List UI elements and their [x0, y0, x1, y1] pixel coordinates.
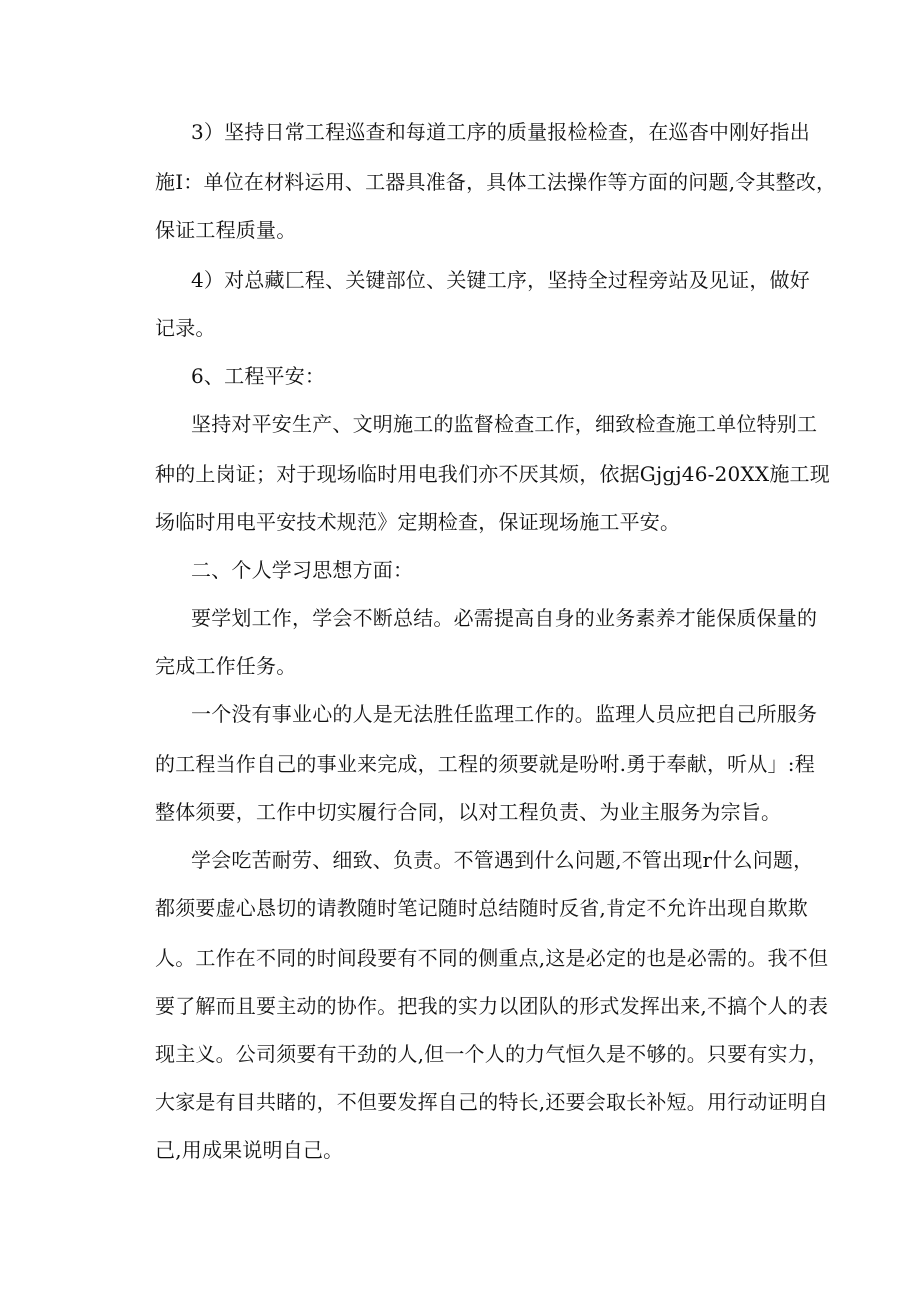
- text-line: 都须要虚心恳切的请教随时笔记随时总结随时反省,肯定不允许出现自欺欺: [155, 896, 808, 920]
- text-line: 要学划工作，学会不断总结。必需提高自身的业务素养才能保质保量的: [191, 606, 818, 630]
- text-line: 整体须要，工作中切实履行合同，以对工程负责、为业主服务为宗旨。: [155, 800, 782, 824]
- text-line: 场临时用电平安技术规范》定期检查，保证现场施工平安。: [155, 510, 681, 534]
- text-line: 种的上岗证；对于现场临时用电我们亦不厌其烦，依据Gjgj46-20XX施工现: [155, 462, 830, 486]
- text-line: 施I：单位在材料运用、工器具准备，具体工法操作等方面的问题,令其整改，: [155, 170, 837, 194]
- text-line: 己,用成果说明自己。: [155, 1138, 344, 1162]
- text-line: 坚持对平安生产、文明施工的监督检查工作，细致检查施工单位特别工: [191, 412, 818, 436]
- text-line: 一个没有事业心的人是无法胜任监理工作的。监理人员应把自己所服务: [191, 702, 818, 726]
- text-line: 完成工作任务。: [155, 654, 297, 678]
- section-heading: 6、工程平安：: [191, 364, 326, 388]
- text-line: 学会吃苦耐劳、细致、负责。不管遇到什么问题,不管出现r什么问题，: [191, 848, 814, 872]
- text-line: 4）对总藏匚程、关键部位、关键工序，坚持全过程旁站及见证，做好: [191, 268, 810, 292]
- text-line: 大家是有目共睹的，不但要发挥自己的特长,还要会取长补短。用行动证明自: [155, 1090, 829, 1114]
- text-line: 现主义。公司须要有干劲的人,但一个人的力气恒久是不够的。只要有实力，: [155, 1042, 829, 1066]
- text-line: 保证工程质量。: [155, 218, 297, 242]
- text-line: 的工程当作自己的事业来完成，工程的须要就是吩咐.勇于奉献，听从」:程: [155, 752, 815, 776]
- text-line: 记录。: [155, 316, 216, 340]
- text-line: 人。工作在不同的时间段要有不同的侧重点,这是必定的也是必需的。我不但: [155, 946, 829, 970]
- text-line: 要了解而且要主动的协作。把我的实力以团队的形式发挥出来,不搞个人的表: [155, 994, 829, 1018]
- section-heading: 二、个人学习思想方面：: [191, 558, 414, 582]
- text-line: 3）坚持日常工程巡查和每道工序的质量报检检查，在巡杳中刚好指出: [191, 120, 810, 144]
